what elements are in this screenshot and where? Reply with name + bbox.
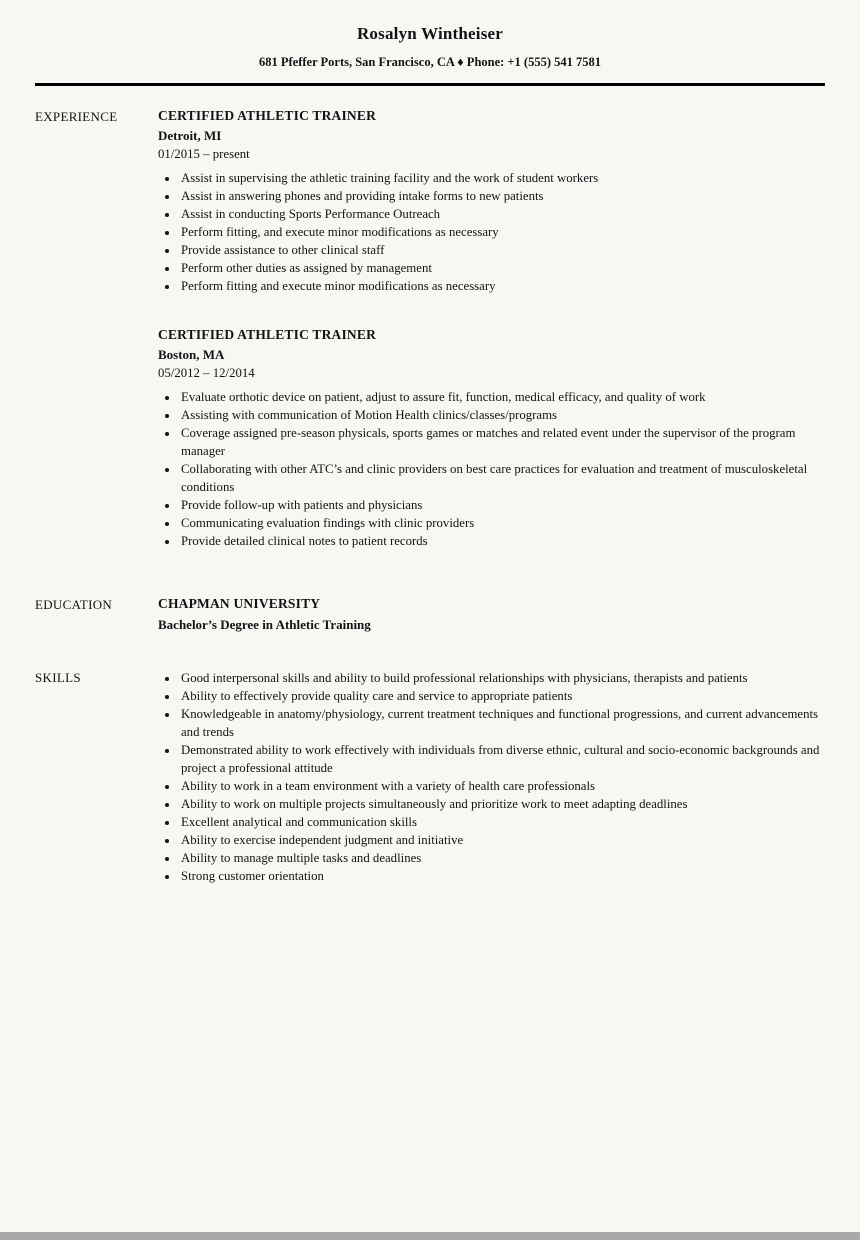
contact-line: 681 Pfeffer Ports, San Francisco, CA ♦ Phone: +1 (555) 541 7581: [258, 55, 602, 69]
section-skills: [35, 669, 825, 885]
job-title: CERTIFIED ATHLETIC TRAINER: [158, 108, 377, 123]
bullet-item: • Ability to exercise independent judgment and initiative: [179, 831, 821, 849]
job-entry: [158, 327, 825, 550]
section-label-skills: SKILLS: [35, 670, 81, 685]
bullet-item: • Provide follow-up with patients and physicians: [179, 496, 821, 514]
school-name: CHAPMAN UNIVERSITY: [158, 596, 321, 611]
bullet-item: • Provide detailed clinical notes to patient records: [179, 532, 821, 550]
job-dates: 05/2012 – 12/2014: [158, 366, 255, 380]
job-location: Boston, MA: [158, 347, 225, 362]
bullet-list: [158, 388, 825, 550]
bullet-item: • Excellent analytical and communication skills: [179, 813, 821, 831]
section-experience: [35, 108, 825, 550]
bullet-item: • Perform fitting and execute minor modifications as necessary: [179, 277, 821, 295]
section-label-education: EDUCATION: [35, 597, 113, 612]
skills-content: [158, 669, 825, 885]
resume-header: [0, 0, 860, 70]
job-title: CERTIFIED ATHLETIC TRAINER: [158, 327, 377, 342]
bullet-item: • Ability to effectively provide quality care and service to appropriate patients: [179, 687, 821, 705]
bullet-item: • Perform fitting, and execute minor modifications as necessary: [179, 223, 821, 241]
bullet-item: • Ability to manage multiple tasks and deadlines: [179, 849, 821, 867]
section-education: [35, 596, 825, 633]
bullet-item: • Collaborating with other ATC’s and clinic providers on best care practices for evaluation and treatment of musculoskeletal conditions: [179, 460, 821, 496]
bullet-item: • Perform other duties as assigned by management: [179, 259, 821, 277]
page-title: Rosalyn Wintheiser: [356, 24, 504, 43]
bullet-item: • Coverage assigned pre-season physicals, sports games or matches and related event under the supervisor of the program manager: [179, 424, 821, 460]
bullet-item: • Knowledgeable in anatomy/physiology, current treatment techniques and functional progressions, and current advancements and trends: [179, 705, 821, 741]
bullet-item: • Evaluate orthotic device on patient, adjust to assure fit, function, medical efficacy, and quality of work: [179, 388, 821, 406]
bullet-item: • Ability to work on multiple projects simultaneously and prioritize work to meet adapting deadlines: [179, 795, 821, 813]
bullet-item: • Demonstrated ability to work effectively with individuals from diverse ethnic, cultural and socio-economic backgrounds and project a professional attitude: [179, 741, 821, 777]
page-bottom-edge: [0, 1232, 860, 1240]
bullet-item: • Provide assistance to other clinical staff: [179, 241, 821, 259]
bullet-list: [158, 669, 825, 885]
bullet-item: • Strong customer orientation: [179, 867, 821, 885]
section-label-experience: EXPERIENCE: [35, 109, 118, 124]
education-content: [158, 596, 825, 633]
bullet-item: • Good interpersonal skills and ability to build professional relationships with physicians, therapists and patients: [179, 669, 821, 687]
job-entry: [158, 108, 825, 295]
job-location: Detroit, MI: [158, 128, 222, 143]
bullet-item: • Assist in conducting Sports Performance Outreach: [179, 205, 821, 223]
resume-body: [0, 86, 860, 885]
degree-name: Bachelor’s Degree in Athletic Training: [158, 617, 371, 632]
bullet-list: [158, 169, 825, 295]
bullet-item: • Assisting with communication of Motion Health clinics/classes/programs: [179, 406, 821, 424]
job-dates: 01/2015 – present: [158, 147, 250, 161]
bullet-item: • Assist in supervising the athletic training facility and the work of student workers: [179, 169, 821, 187]
bullet-item: • Ability to work in a team environment with a variety of health care professionals: [179, 777, 821, 795]
bullet-item: • Assist in answering phones and providing intake forms to new patients: [179, 187, 821, 205]
bullet-item: • Communicating evaluation findings with clinic providers: [179, 514, 821, 532]
experience-content: [158, 108, 825, 550]
